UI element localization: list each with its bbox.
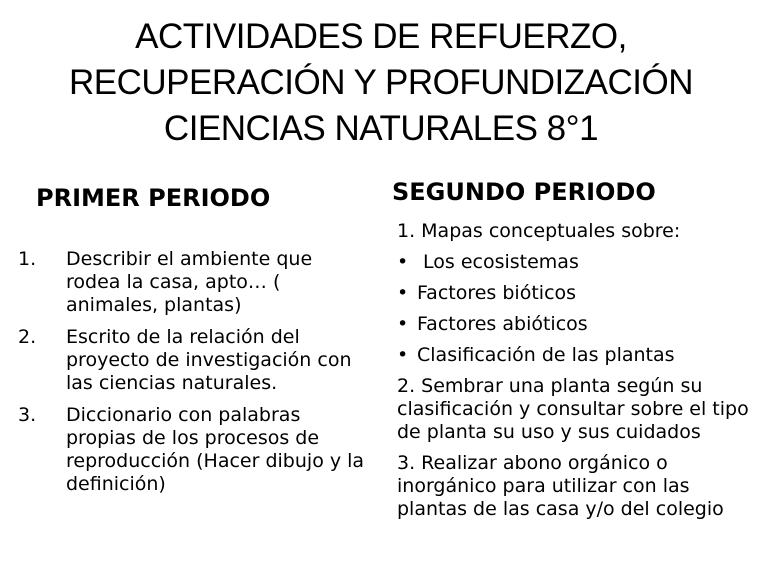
bullet-text: Factores abióticos [417,313,588,335]
list-item [18,326,368,395]
mapas-intro: 1. Mapas conceptuales sobre: [397,220,681,242]
item-text: Escrito de la relación del proyecto de investigación con las ciencias naturales. [66,326,352,394]
list-item [397,313,759,336]
bullet-icon: • [397,282,409,304]
page-title [0,14,762,152]
list-item [397,282,759,305]
bullet-icon: • [397,344,409,366]
bullet-text: Los ecosistemas [423,251,579,273]
item-text: Diccionario con palabras propias de los procesos de reproducción (Hacer dibujo y la definición) [66,404,365,495]
list-item [397,344,759,367]
item-number: 2. [18,326,37,348]
bullet-icon: • [397,313,409,335]
segundo-periodo-content [397,220,759,529]
item-number: 3. [18,404,37,426]
list-item [18,248,368,317]
primer-periodo-heading: PRIMER PERIODO [36,184,271,212]
list-item [18,404,368,496]
item-text: Describir el ambiente que rodea la casa, apto… ( animales, plantas) [66,248,313,316]
list-item [397,251,759,274]
sembrar-planta-item: 2. Sembrar una planta según su clasificación y consultar sobre el tipo de planta su uso y sus cuidados [397,375,749,443]
item-number: 1. [18,248,37,270]
bullet-icon: • [397,251,409,273]
primer-periodo-list [18,248,368,505]
title-line-1: ACTIVIDADES DE REFUERZO, [135,17,627,56]
title-line-2: RECUPERACIÓN Y PROFUNDIZACIÓN [68,63,693,102]
title-line-3: CIENCIAS NATURALES 8°1 [163,109,599,148]
abono-organico-item: 3. Realizar abono orgánico o inorgánico para utilizar con las plantas de las casa y/o del colegio [397,452,724,520]
bullet-text: Clasificación de las plantas [417,344,675,366]
segundo-periodo-heading: SEGUNDO PERIODO [392,178,656,206]
bullet-text: Factores bióticos [417,282,577,304]
